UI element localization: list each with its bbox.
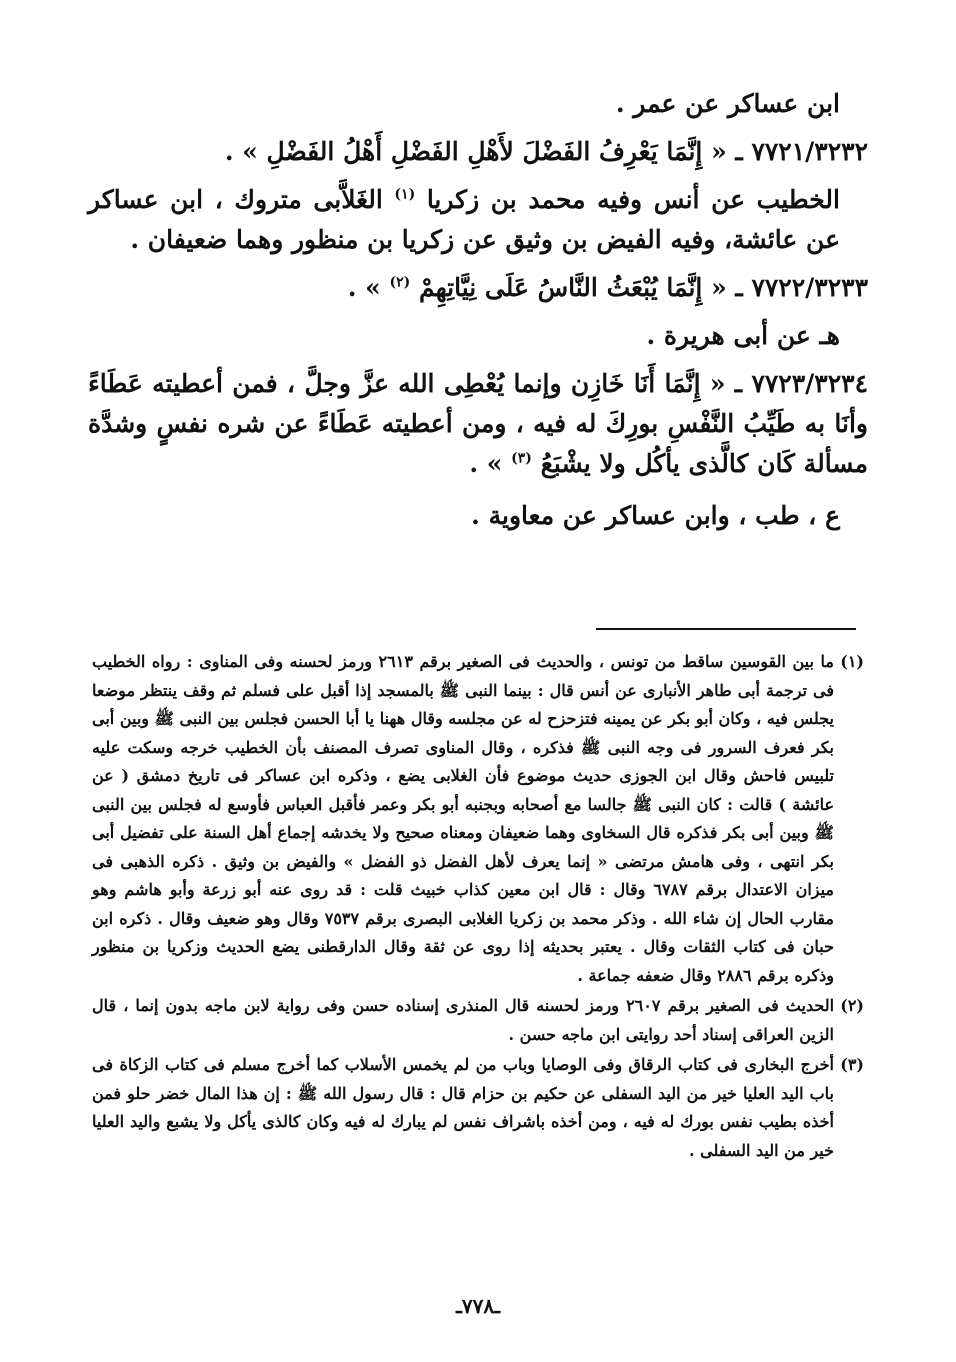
footnote-text: أخرج البخارى فى كتاب الرقاق وفى الوصايا وباب من لم يخمس الأسلاب كما أخرج مسلم فى كتاب الزكاة فى باب اليد العليا خير من اليد السفلى عن حكيم بن حزام قال : قال رسول الله ﷺ : إن هذا المال خضر حلو فمن أخذه بطيب نفس بورك له فيه ، ومن أخذه باشراف نفس لم يبارك له فيه وكان كالذى يأكل ولا يشبع واليد العليا خير من اليد السفلى .	[92, 1055, 835, 1160]
hadith-7723-source: ع ، طب ، وابن عساكر عن معاوية .	[471, 501, 840, 530]
footnote-text: ما بين القوسين ساقط من تونس ، والحديث فى الصغير برقم ٢٦١٣ ورمز لحسنه وفى المناوى : رواه الخطيب فى ترجمة أبى طاهر الأنبارى عن أنس قال : بينما النبى ﷺ بالمسجد إذا أقبل على فسلم ثم وقف ينتظر موضعا يجلس فيه ، وكان أبو بكر عن يمينه فتزحزح له عن مجلسه وقال ههنا يا أبا الحسن فجلس بين النبى ﷺ وبين أبى بكر فعرف السرور فى وجه النبى ﷺ فذكره ، وقال المناوى تصرف المصنف بأن الخطيب خرجه وسكت عليه تلبيس فاحش وقال ابن الجوزى حديث موضوع فأن الغلابى يضع ، وذكره ابن عساكر فى تاريخ دمشق ( عن عائشة ) قالت : كان النبى ﷺ جالسا مع أصحابه وبجنبه أبو بكر وعمر فأقبل العباس فأوسع له فجلس بين النبى ﷺ وبين أبى بكر فذكره قال السخاوى وهما ضعيفان ومعناه صحيح ولا يخدشه إجماع أهل السنة على تفضيل أبى بكر انتهى ، وفى هامش مرتضى « إنما يعرف لأهل الفضل ذو الفضل » والفيض بن وثيق . ذكره الذهبى فى ميزان الاعتدال برقم ٦٧٨٧ وقال : قال ابن معين كذاب خبيث قلت : قد روى عنه أبو زرعة وأبو هاشم وهو مقارب الحال إن شاء الله . وذكر محمد بن زكريا الغلابى البصرى برقم ٧٥٣٧ وقال وهو ضعيف وقال . ذكره ابن حبان فى كتاب الثقات وقال . يعتبر بحديثه إذا روى عن ثقة وقال الدارقطنى يضع الحديث وزكريا بن منظور وذكره برقم ٢٨٨٦ وقال ضعفه جماعة .	[92, 652, 835, 985]
footnote-number: (١)	[840, 652, 864, 671]
footnote-ref-1: (١)	[394, 186, 416, 203]
hadith-7722-source: هـ عن أبى هريرة .	[646, 321, 840, 350]
footnote-text: الحديث فى الصغير برقم ٢٦٠٧ ورمز لحسنه قال المنذرى إسناده حسن وفى رواية لابن ماجه بدون إنما ، قال الزين العراقى إسناد أحد روايتى ابن ماجه حسن .	[92, 996, 835, 1044]
hadith-7721-source	[88, 180, 868, 260]
hadith-7721: ٧٧٢١/٣٢٣٢ ـ « إِنَّمَا يَعْرِفُ الفَضْلَ لأَهْلِ الفَضْلِ أَهْلُ الفَضْلِ » .	[224, 137, 868, 166]
footnote-number: (٣)	[840, 1055, 864, 1074]
source-line: ابن عساكر عن عمر .	[615, 89, 840, 118]
footnote-ref-2: (٢)	[389, 274, 411, 291]
footnote-2	[92, 992, 864, 1049]
hadith-7721-source-a: الخطيب عن أنس وفيه محمد بن زكريا	[426, 185, 840, 214]
footnote-divider	[596, 628, 856, 630]
footnote-3	[92, 1051, 864, 1165]
hadith-7723	[88, 364, 868, 484]
footnote-1	[92, 648, 864, 990]
hadith-7722-text: ٧٧٢٢/٣٢٣٣ ـ « إِنَّمَا يُبْعَثُ النَّاسُ عَلَى نِيَّاتِهِمْ	[418, 273, 868, 302]
main-text	[88, 84, 868, 544]
hadith-7722	[88, 268, 868, 308]
footnote-number: (٢)	[840, 996, 864, 1015]
hadith-7722-end: » .	[347, 273, 381, 302]
hadith-7723-text: ٧٧٢٣/٣٢٣٤ ـ « إِنَّمَا أَنَا خَازِن وإنما يُعْطِى الله عزَّ وجلَّ ، فمن أعطيته عَطَاءً وأنَا به طَيِّبُ النَّفْسِ بورِكَ له فيه ، ومن أعطيته عَطَاءً عن شره نفسٍ وشدَّة مسألة كَان كالَّذى يأكُل ولا يشْبَعُ	[88, 369, 868, 478]
footnotes	[92, 648, 864, 1167]
footnote-ref-3: (٣)	[511, 450, 532, 467]
page-number: ـ٧٧٨ـ	[456, 1294, 500, 1318]
hadith-7721-source-b: الغَلاَّبى متروك ، ابن عساكر عن عائشة، وفيه الفيض بن وثيق عن زكريا بن منظور وهما ضعيفان .	[88, 185, 840, 254]
hadith-7723-end: » .	[469, 449, 503, 478]
